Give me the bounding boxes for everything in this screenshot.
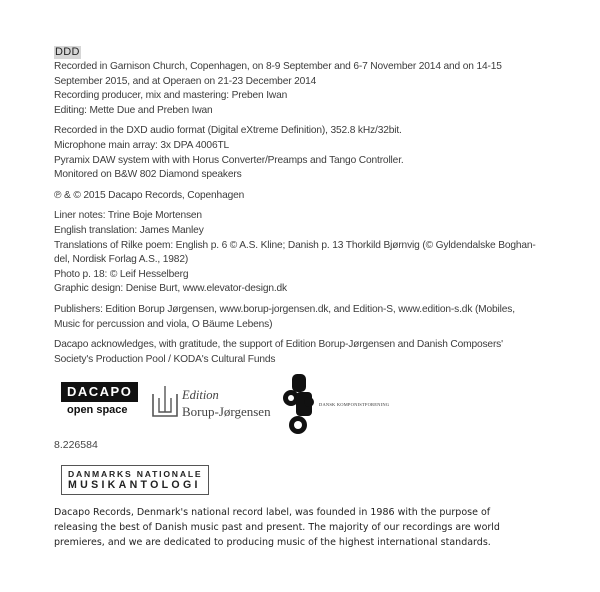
credit-line: Graphic design: Denise Burt, www.elevator-design.dk (54, 283, 288, 295)
credits-info (54, 209, 554, 297)
anthology-line2: MUSIKANTOLOGI (68, 479, 201, 491)
acknowledgement-line: Society's Production Pool / KODA's Cultural Funds (54, 353, 276, 365)
recording-info (54, 60, 554, 118)
credits-column (54, 42, 554, 367)
credit-line: Photo p. 18: © Leif Hesselberg (54, 268, 189, 280)
credit-line: Liner notes: Trine Boje Mortensen (54, 210, 202, 222)
dacapo-logo-title: DACAPO (61, 382, 138, 402)
acknowledgement-info (54, 338, 554, 367)
technical-line: Recorded in the DXD audio format (Digital eXtreme Definition), 352.8 kHz/32bit. (54, 125, 402, 137)
edition-logo-line2: Borup-Jørgensen (182, 404, 271, 419)
about-line: releasing the best of Danish music past and present. The majority of our recordings are world (54, 522, 500, 533)
credit-line: del, Nordisk Forlag A.S., 1982) (54, 254, 189, 266)
publishers-line: Publishers: Edition Borup Jørgensen, www.borup-jorgensen.dk, and Edition-S, www.edition-s.dk (Mobiles, (54, 303, 515, 315)
about-dacapo (54, 505, 544, 550)
edition-emblem-icon (150, 382, 180, 422)
technical-line: Monitored on B&W 802 Diamond speakers (54, 169, 242, 181)
about-line: premieres, and we are dedicated to producing music of the highest international standards. (54, 537, 491, 548)
about-line: Dacapo Records, Denmark's national record label, was founded in 1986 with the purpose of (54, 507, 491, 518)
danish-composers-society-logo (282, 372, 390, 443)
copyright-info (54, 189, 554, 204)
publishers-line: Music for percussion and viola, O Bäume Lebens) (54, 318, 273, 330)
recording-line: Recording producer, mix and mastering: Preben Iwan (54, 90, 288, 102)
credit-line: English translation: James Manley (54, 224, 204, 236)
technical-line: Pyramix DAW system with with Horus Converter/Preamps and Tango Controller. (54, 154, 404, 166)
anthology-line1: DANMARKS NATIONALE (68, 469, 203, 479)
technical-info (54, 124, 554, 182)
sponsor-logos (54, 376, 554, 438)
technical-line: Microphone main array: 3x DPA 4006TL (54, 139, 230, 151)
publishers-info (54, 303, 554, 332)
acknowledgement-line: Dacapo acknowledges, with gratitude, the support of Edition Borup-Jørgensen and Danish Composers' (54, 339, 503, 351)
dacapo-open-space-logo (61, 382, 138, 416)
ddd-badge: DDD (55, 46, 80, 58)
dacapo-logo-subtitle: open space (67, 404, 128, 416)
credit-line: Translations of Rilke poem: English p. 6 © A.S. Kline; Danish p. 13 Thorkild Bjørnvig (© Gyldendalske Boghan- (54, 239, 536, 251)
copyright-line: ℗ & © 2015 Dacapo Records, Copenhagen (54, 189, 245, 201)
danmarks-nationale-musikantologi-logo (61, 465, 209, 495)
composers-society-name: DANSK KOMPONISTFORENING (319, 402, 390, 407)
catalogue-number: 8.226584 (54, 439, 98, 451)
recording-line: September 2015, and at Operaen on 21-23 December 2014 (54, 75, 317, 87)
composers-society-emblem-icon (282, 372, 318, 438)
recording-line: Recorded in Garnison Church, Copenhagen, on 8-9 September and 6-7 November 2014 and on 14-15 (54, 61, 502, 72)
recording-line: Editing: Mette Due and Preben Iwan (54, 104, 213, 116)
edition-logo-line1: Edition (182, 388, 219, 402)
